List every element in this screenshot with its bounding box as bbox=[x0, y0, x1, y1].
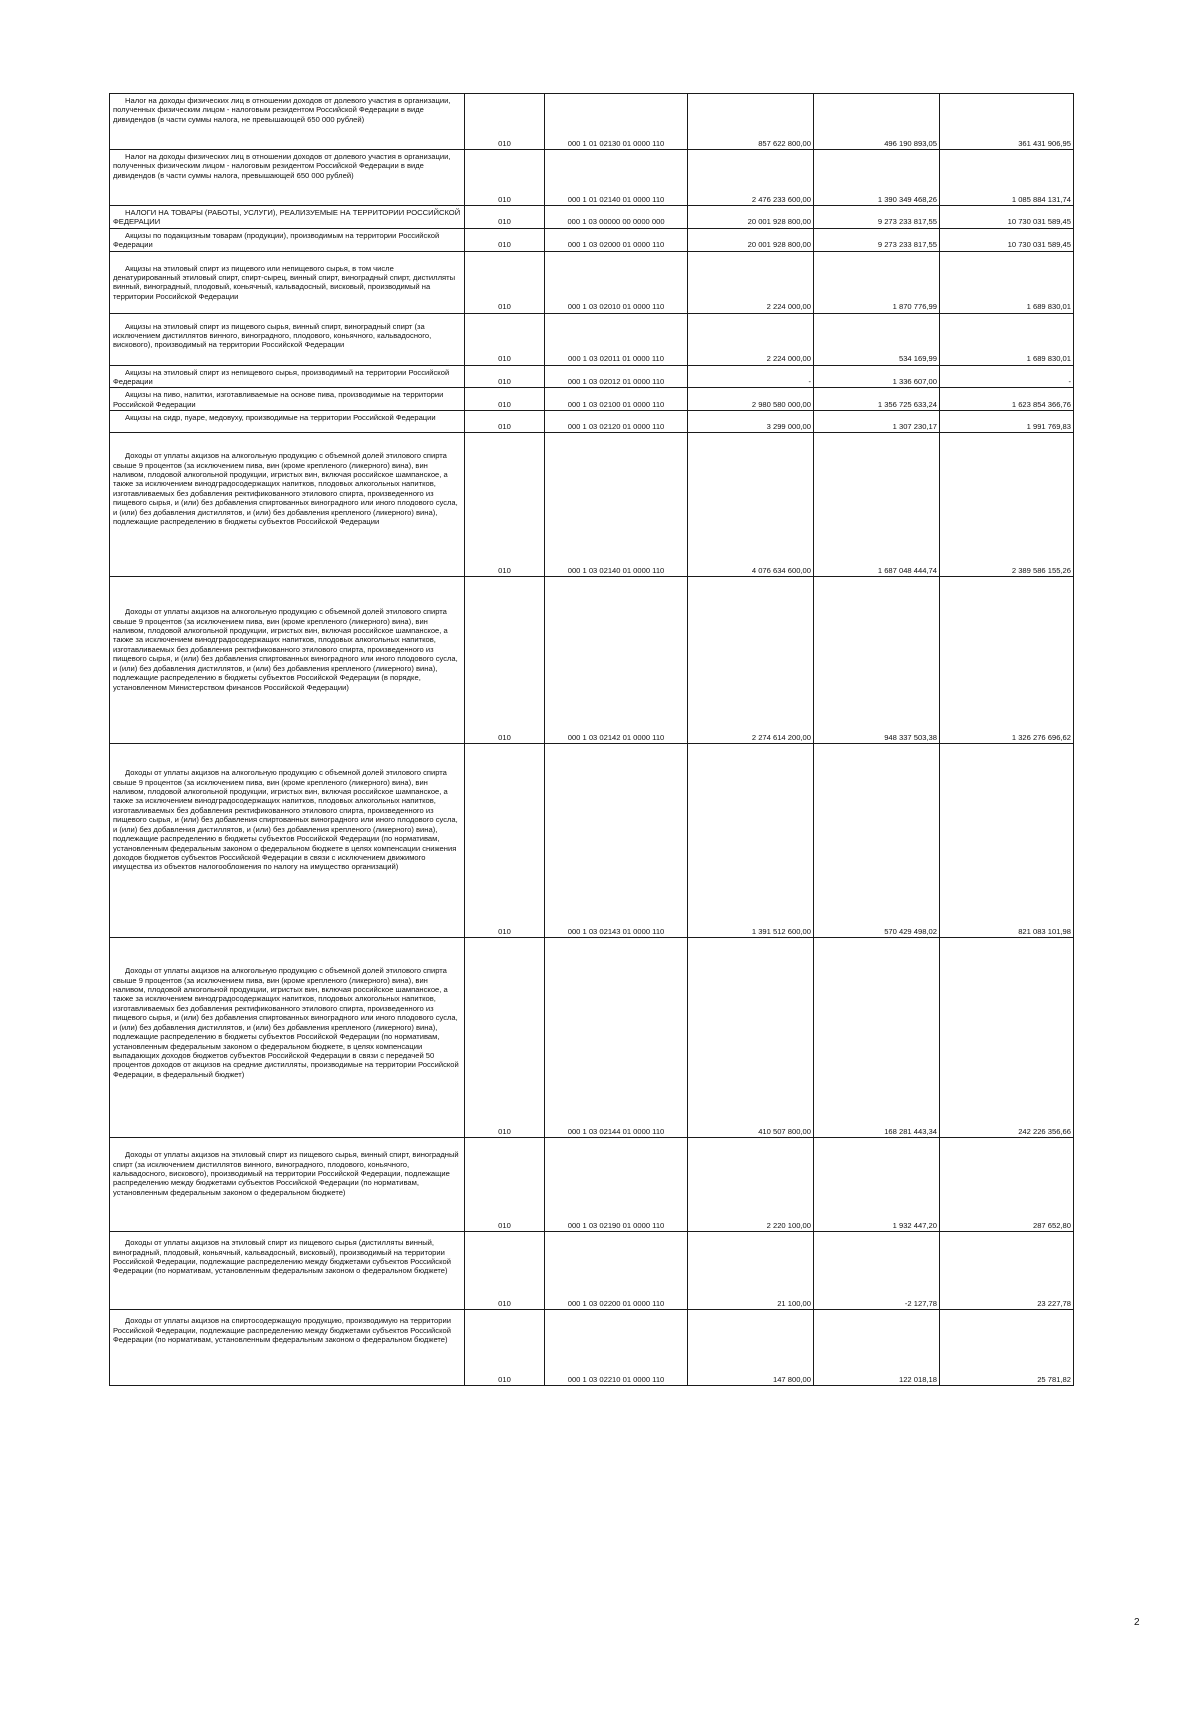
row-line-code-cell: 010 bbox=[465, 577, 545, 744]
row-approved-amount-cell: 4 076 634 600,00 bbox=[688, 433, 814, 577]
table-body bbox=[110, 94, 1074, 1386]
row-unexecuted-amount-cell: 1 991 769,83 bbox=[940, 411, 1074, 433]
row-line-code-cell: 010 bbox=[465, 1310, 545, 1386]
row-line-code-cell: 010 bbox=[465, 1232, 545, 1310]
row-line-code-cell: 010 bbox=[465, 251, 545, 313]
row-budget-code-cell: 000 1 03 02190 01 0000 110 bbox=[545, 1138, 688, 1232]
row-budget-code-cell: 000 1 03 02142 01 0000 110 bbox=[545, 577, 688, 744]
row-line-code-cell: 010 bbox=[465, 150, 545, 206]
row-line-code-cell: 010 bbox=[465, 228, 545, 251]
row-approved-amount-cell: 2 476 233 600,00 bbox=[688, 150, 814, 206]
row-unexecuted-amount-cell: 242 226 356,66 bbox=[940, 938, 1074, 1138]
row-name-cell: Акцизы на этиловый спирт из непищевого сырья, производимый на территории Российской Федерации bbox=[110, 365, 465, 388]
row-unexecuted-amount-cell: 287 652,80 bbox=[940, 1138, 1074, 1232]
row-unexecuted-amount-cell: 25 781,82 bbox=[940, 1310, 1074, 1386]
table-row bbox=[110, 313, 1074, 365]
row-line-code-cell: 010 bbox=[465, 433, 545, 577]
row-budget-code-cell: 000 1 03 02120 01 0000 110 bbox=[545, 411, 688, 433]
row-unexecuted-amount-cell: - bbox=[940, 365, 1074, 388]
row-budget-code-cell: 000 1 03 02144 01 0000 110 bbox=[545, 938, 688, 1138]
row-approved-amount-cell: 20 001 928 800,00 bbox=[688, 228, 814, 251]
row-executed-amount-cell: 534 169,99 bbox=[814, 313, 940, 365]
row-budget-code-cell: 000 1 03 02200 01 0000 110 bbox=[545, 1232, 688, 1310]
row-executed-amount-cell: 1 687 048 444,74 bbox=[814, 433, 940, 577]
row-approved-amount-cell: 410 507 800,00 bbox=[688, 938, 814, 1138]
table-row bbox=[110, 1310, 1074, 1386]
row-approved-amount-cell: 2 220 100,00 bbox=[688, 1138, 814, 1232]
row-budget-code-cell: 000 1 03 02140 01 0000 110 bbox=[545, 433, 688, 577]
row-approved-amount-cell: 20 001 928 800,00 bbox=[688, 206, 814, 229]
row-approved-amount-cell: 857 622 800,00 bbox=[688, 94, 814, 150]
row-budget-code-cell: 000 1 01 02130 01 0000 110 bbox=[545, 94, 688, 150]
row-executed-amount-cell: 122 018,18 bbox=[814, 1310, 940, 1386]
row-budget-code-cell: 000 1 03 02210 01 0000 110 bbox=[545, 1310, 688, 1386]
row-executed-amount-cell: 1 356 725 633,24 bbox=[814, 388, 940, 411]
row-unexecuted-amount-cell: 1 689 830,01 bbox=[940, 313, 1074, 365]
row-budget-code-cell: 000 1 03 02143 01 0000 110 bbox=[545, 744, 688, 938]
row-approved-amount-cell: 2 224 000,00 bbox=[688, 251, 814, 313]
row-name-cell: Налог на доходы физических лиц в отношении доходов от долевого участия в организации, полученных физическим лицом - налоговым резидентом Российской Федерации в виде дивидендов (в части суммы налога, не превышающей 650 000 рублей) bbox=[110, 94, 465, 150]
row-unexecuted-amount-cell: 10 730 031 589,45 bbox=[940, 228, 1074, 251]
row-executed-amount-cell: 1 390 349 468,26 bbox=[814, 150, 940, 206]
row-line-code-cell: 010 bbox=[465, 365, 545, 388]
row-approved-amount-cell: 147 800,00 bbox=[688, 1310, 814, 1386]
row-name-cell: Акцизы на этиловый спирт из пищевого или непищевого сырья, в том числе денатурированный этиловый спирт, спирт-сырец, винный спирт, виноградный спирт, дистилляты винный, виноградный, плодовый, коньячный, кальвадосный, висковый, производимый на территории Российской Федерации bbox=[110, 251, 465, 313]
table-row bbox=[110, 411, 1074, 433]
row-line-code-cell: 010 bbox=[465, 744, 545, 938]
row-name-cell: Акцизы на пиво, напитки, изготавливаемые на основе пива, производимые на территории Российской Федерации bbox=[110, 388, 465, 411]
row-name-cell: НАЛОГИ НА ТОВАРЫ (РАБОТЫ, УСЛУГИ), РЕАЛИЗУЕМЫЕ НА ТЕРРИТОРИИ РОССИЙСКОЙ ФЕДЕРАЦИИ bbox=[110, 206, 465, 229]
row-name-cell: Доходы от уплаты акцизов на этиловый спирт из пищевого сырья (дистилляты винный, виноградный, плодовый, коньячный, кальвадосный, висковый), производимый на территории Российской Федерации, подлежащие распределению между бюджетами субъектов Российской Федерации (по нормативам, установленным федеральным законом о федеральном бюджете) bbox=[110, 1232, 465, 1310]
row-executed-amount-cell: -2 127,78 bbox=[814, 1232, 940, 1310]
row-line-code-cell: 010 bbox=[465, 938, 545, 1138]
table-row bbox=[110, 150, 1074, 206]
row-approved-amount-cell: - bbox=[688, 365, 814, 388]
table-row bbox=[110, 228, 1074, 251]
row-name-cell: Акцизы на сидр, пуаре, медовуху, производимые на территории Российской Федерации bbox=[110, 411, 465, 433]
row-executed-amount-cell: 1 336 607,00 bbox=[814, 365, 940, 388]
row-unexecuted-amount-cell: 23 227,78 bbox=[940, 1232, 1074, 1310]
row-line-code-cell: 010 bbox=[465, 388, 545, 411]
row-name-cell: Акцизы по подакцизным товарам (продукции), производимым на территории Российской Федерации bbox=[110, 228, 465, 251]
row-executed-amount-cell: 9 273 233 817,55 bbox=[814, 228, 940, 251]
revenue-report-table bbox=[109, 93, 1074, 1386]
row-name-cell: Акцизы на этиловый спирт из пищевого сырья, винный спирт, виноградный спирт (за исключением дистиллятов винного, виноградного, плодового, коньячного, кальвадосного, вискового), производимый на территории Российской Федерации bbox=[110, 313, 465, 365]
row-executed-amount-cell: 9 273 233 817,55 bbox=[814, 206, 940, 229]
row-line-code-cell: 010 bbox=[465, 313, 545, 365]
row-executed-amount-cell: 168 281 443,34 bbox=[814, 938, 940, 1138]
row-approved-amount-cell: 2 274 614 200,00 bbox=[688, 577, 814, 744]
row-budget-code-cell: 000 1 01 02140 01 0000 110 bbox=[545, 150, 688, 206]
row-line-code-cell: 010 bbox=[465, 206, 545, 229]
row-unexecuted-amount-cell: 2 389 586 155,26 bbox=[940, 433, 1074, 577]
row-executed-amount-cell: 1 307 230,17 bbox=[814, 411, 940, 433]
row-budget-code-cell: 000 1 03 02011 01 0000 110 bbox=[545, 313, 688, 365]
row-executed-amount-cell: 1 870 776,99 bbox=[814, 251, 940, 313]
row-budget-code-cell: 000 1 03 02010 01 0000 110 bbox=[545, 251, 688, 313]
row-approved-amount-cell: 2 980 580 000,00 bbox=[688, 388, 814, 411]
row-budget-code-cell: 000 1 03 02000 01 0000 110 bbox=[545, 228, 688, 251]
page-number: 2 bbox=[1134, 1617, 1140, 1628]
row-line-code-cell: 010 bbox=[465, 1138, 545, 1232]
row-executed-amount-cell: 570 429 498,02 bbox=[814, 744, 940, 938]
row-unexecuted-amount-cell: 1 326 276 696,62 bbox=[940, 577, 1074, 744]
row-executed-amount-cell: 1 932 447,20 bbox=[814, 1138, 940, 1232]
table-row bbox=[110, 365, 1074, 388]
row-budget-code-cell: 000 1 03 00000 00 0000 000 bbox=[545, 206, 688, 229]
table-row bbox=[110, 1138, 1074, 1232]
row-executed-amount-cell: 948 337 503,38 bbox=[814, 577, 940, 744]
row-unexecuted-amount-cell: 1 623 854 366,76 bbox=[940, 388, 1074, 411]
row-unexecuted-amount-cell: 10 730 031 589,45 bbox=[940, 206, 1074, 229]
table-row bbox=[110, 433, 1074, 577]
row-name-cell: Доходы от уплаты акцизов на этиловый спирт из пищевого сырья, винный спирт, виноградный спирт (за исключением дистиллятов винного, виноградного, плодового, коньячного, кальвадосного, вискового), производимый на территории Российской Федерации, подлежащие распределению между бюджетами субъектов Российской Федерации (по нормативам, установленным федеральным законом о федеральном бюджете) bbox=[110, 1138, 465, 1232]
row-executed-amount-cell: 496 190 893,05 bbox=[814, 94, 940, 150]
row-line-code-cell: 010 bbox=[465, 94, 545, 150]
table-row bbox=[110, 94, 1074, 150]
row-name-cell: Доходы от уплаты акцизов на алкогольную продукцию с объемной долей этилового спирта свыше 9 процентов (за исключением пива, вин (кроме крепленого (ликерного) вина), вин наливом, плодовой алкогольной продукции, игристых вин, включая российское шампанское, а также за исключением винодградосодержащих напитков, плодовых алкогольных напитков, изготавливаемых без добавления ректификованного этилового спирта, произведенного из пищевого сырья, и (или) без добавления спиртованных виноградного или иного плодового сусла, и (или) без добавления дистиллятов, и (или) без добавления крепленого (ликерного) вина), подлежащие распределению в бюджеты субъектов Российской Федерации (в порядке, установленном Министерством финансов Российской Федерации) bbox=[110, 577, 465, 744]
row-name-cell: Доходы от уплаты акцизов на алкогольную продукцию с объемной долей этилового спирта свыше 9 процентов (за исключением пива, вин (кроме крепленого (ликерного) вина), вин наливом, плодовой алкогольной продукции, игристых вин, включая российское шампанское, а также за исключением винодградосодержащих напитков, плодовых алкогольных напитков, изготавливаемых без добавления ректификованного этилового спирта, произведенного из пищевого сырья, и (или) без добавления спиртованных виноградного или иного плодового сусла, и (или) без добавления дистиллятов, и (или) без добавления крепленого (ликерного) вина), подлежащие распределению в бюджеты субъектов Российской Федерации (по нормативам, установленным федеральным законом о федеральном бюджете в целях компенсации снижения доходов бюджетов субъектов Российской Федерации в связи с исключением движимого имущества из объектов налогообложения по налогу на имущество организаций) bbox=[110, 744, 465, 938]
table-row bbox=[110, 938, 1074, 1138]
row-approved-amount-cell: 21 100,00 bbox=[688, 1232, 814, 1310]
row-name-cell: Доходы от уплаты акцизов на алкогольную продукцию с объемной долей этилового спирта свыше 9 процентов (за исключением пива, вин (кроме крепленого (ликерного) вина), вин наливом, плодовой алкогольной продукции, игристых вин, включая российское шампанское, а также за исключением винодградосодержащих напитков, плодовых алкогольных напитков, изготавливаемых без добавления ректификованного этилового спирта, произведенного из пищевого сырья, и (или) без добавления спиртованных виноградного или иного плодового сусла, и (или) без добавления дистиллятов, и (или) без добавления крепленого (ликерного) вина), подлежащие распределению в бюджеты субъектов Российской Федерации (по нормативам, установленным федеральным законом о федеральном бюджете, в целях компенсации выпадающих доходов бюджетов субъектов Российской Федерации в связи с передачей 50 процентов доходов от акцизов на средние дистилляты, производимые на территории Российской Федерации, в федеральный бюджет) bbox=[110, 938, 465, 1138]
row-approved-amount-cell: 3 299 000,00 bbox=[688, 411, 814, 433]
row-budget-code-cell: 000 1 03 02100 01 0000 110 bbox=[545, 388, 688, 411]
row-unexecuted-amount-cell: 361 431 906,95 bbox=[940, 94, 1074, 150]
row-line-code-cell: 010 bbox=[465, 411, 545, 433]
table-row bbox=[110, 577, 1074, 744]
row-unexecuted-amount-cell: 1 085 884 131,74 bbox=[940, 150, 1074, 206]
table-row bbox=[110, 251, 1074, 313]
row-budget-code-cell: 000 1 03 02012 01 0000 110 bbox=[545, 365, 688, 388]
row-name-cell: Налог на доходы физических лиц в отношении доходов от долевого участия в организации, полученных физическим лицом - налоговым резидентом Российской Федерации в виде дивидендов (в части суммы налога, превышающей 650 000 рублей) bbox=[110, 150, 465, 206]
row-name-cell: Доходы от уплаты акцизов на спиртосодержащую продукцию, производимую на территории Российской Федерации, подлежащие распределению между бюджетами субъектов Российской Федерации (по нормативам, установленным федеральным законом о федеральном бюджете) bbox=[110, 1310, 465, 1386]
table-row bbox=[110, 744, 1074, 938]
table-row bbox=[110, 1232, 1074, 1310]
row-unexecuted-amount-cell: 1 689 830,01 bbox=[940, 251, 1074, 313]
row-name-cell: Доходы от уплаты акцизов на алкогольную продукцию с объемной долей этилового спирта свыше 9 процентов (за исключением пива, вин (кроме крепленого (ликерного) вина), вин наливом, плодовой алкогольной продукции, игристых вин, включая российское шампанское, а также за исключением винодградосодержащих напитков, плодовых алкогольных напитков, изготавливаемых без добавления ректификованного этилового спирта, произведенного из пищевого сырья, и (или) без добавления спиртованных виноградного или иного плодового сусла, и (или) без добавления дистиллятов, и (или) без добавления крепленого (ликерного) вина), подлежащие распределению в бюджеты субъектов Российской Федерации bbox=[110, 433, 465, 577]
table-row bbox=[110, 388, 1074, 411]
row-approved-amount-cell: 2 224 000,00 bbox=[688, 313, 814, 365]
row-unexecuted-amount-cell: 821 083 101,98 bbox=[940, 744, 1074, 938]
table-row bbox=[110, 206, 1074, 229]
row-approved-amount-cell: 1 391 512 600,00 bbox=[688, 744, 814, 938]
